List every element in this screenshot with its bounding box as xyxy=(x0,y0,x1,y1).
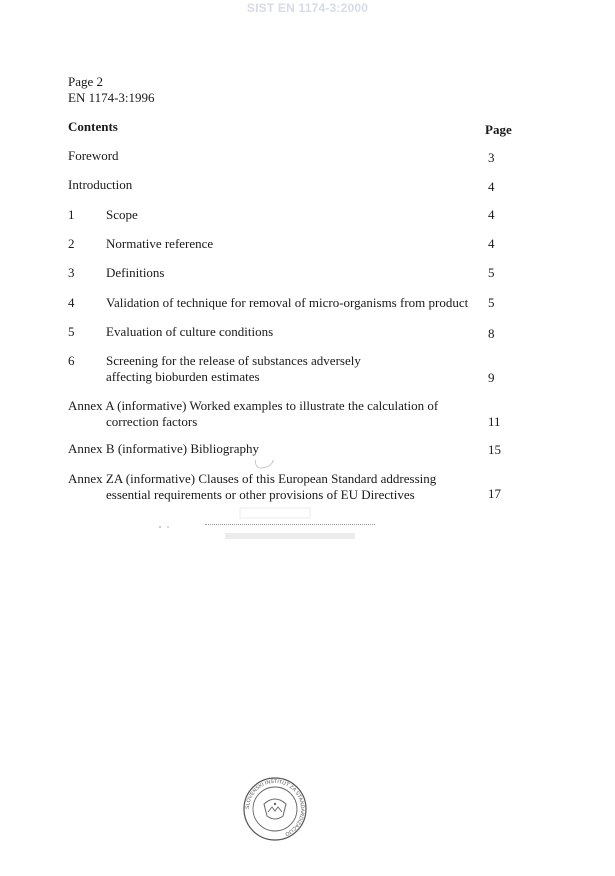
official-seal xyxy=(242,776,308,847)
toc-entry-number: 3 xyxy=(68,265,75,280)
document-code-line: EN 1174-3:1996 xyxy=(68,90,155,105)
toc-entry-title: Scope xyxy=(106,207,138,222)
toc-entry-page: 3 xyxy=(488,150,495,165)
toc-entry-title: Normative reference xyxy=(106,236,214,251)
svg-text:SLOVENSKI INŠTITUT ZA STANDARD: SLOVENSKI INŠTITUT ZA STANDARDIZACIJO xyxy=(244,778,306,837)
toc-entry-title: Annex B (informative) Bibliography xyxy=(68,441,259,456)
toc-entry-title-continued: affecting bioburden estimates xyxy=(106,369,260,384)
toc-entry-page: 5 xyxy=(488,295,495,310)
toc-entry-title: Evaluation of culture conditions xyxy=(106,324,274,339)
page-column-heading: Page xyxy=(485,122,512,137)
document-watermark: SIST EN 1174-3:2000 xyxy=(246,1,369,15)
toc-entry-number: 6 xyxy=(68,353,75,368)
toc-entry-page: 4 xyxy=(488,207,495,222)
toc-entry-number: 5 xyxy=(68,324,75,339)
toc-entry-title: Annex ZA (informative) Clauses of this European Standard addressing xyxy=(68,471,437,486)
toc-entry-page: 17 xyxy=(488,486,501,501)
toc-entry-title: Foreword xyxy=(68,148,119,163)
toc-entry-page: 15 xyxy=(488,442,501,457)
toc-entry-title: Definitions xyxy=(106,265,165,280)
contents-heading: Contents xyxy=(68,119,118,134)
toc-entry-page: 9 xyxy=(488,370,495,385)
toc-entry-page: 4 xyxy=(488,179,495,194)
toc-entry-title: Validation of technique for removal of micro-organisms from product xyxy=(106,295,469,310)
toc-entry-number: 2 xyxy=(68,236,75,251)
toc-entry-number: 1 xyxy=(68,207,75,222)
toc-entry-page: 8 xyxy=(488,326,495,341)
toc-entry-title: Screening for the release of substances adversely xyxy=(106,353,361,368)
toc-entry-title: Annex A (informative) Worked examples to illustrate the calculation of xyxy=(68,398,439,413)
toc-entry-title-continued: correction factors xyxy=(106,414,198,429)
faint-stamp-remnant xyxy=(150,460,410,550)
toc-entry-title: Introduction xyxy=(68,177,133,192)
institute-seal-icon xyxy=(242,776,308,842)
toc-entry-number: 4 xyxy=(68,295,75,310)
toc-entry-title-continued: essential requirements or other provisions of EU Directives xyxy=(106,487,415,502)
faint-stamp-marks-icon xyxy=(150,460,410,550)
toc-entry-page: 5 xyxy=(488,265,495,280)
page-number-line: Page 2 xyxy=(68,74,104,89)
faint-dotted-line xyxy=(205,524,375,525)
toc-entry-page: 11 xyxy=(488,414,501,429)
toc-entry-page: 4 xyxy=(488,236,495,251)
